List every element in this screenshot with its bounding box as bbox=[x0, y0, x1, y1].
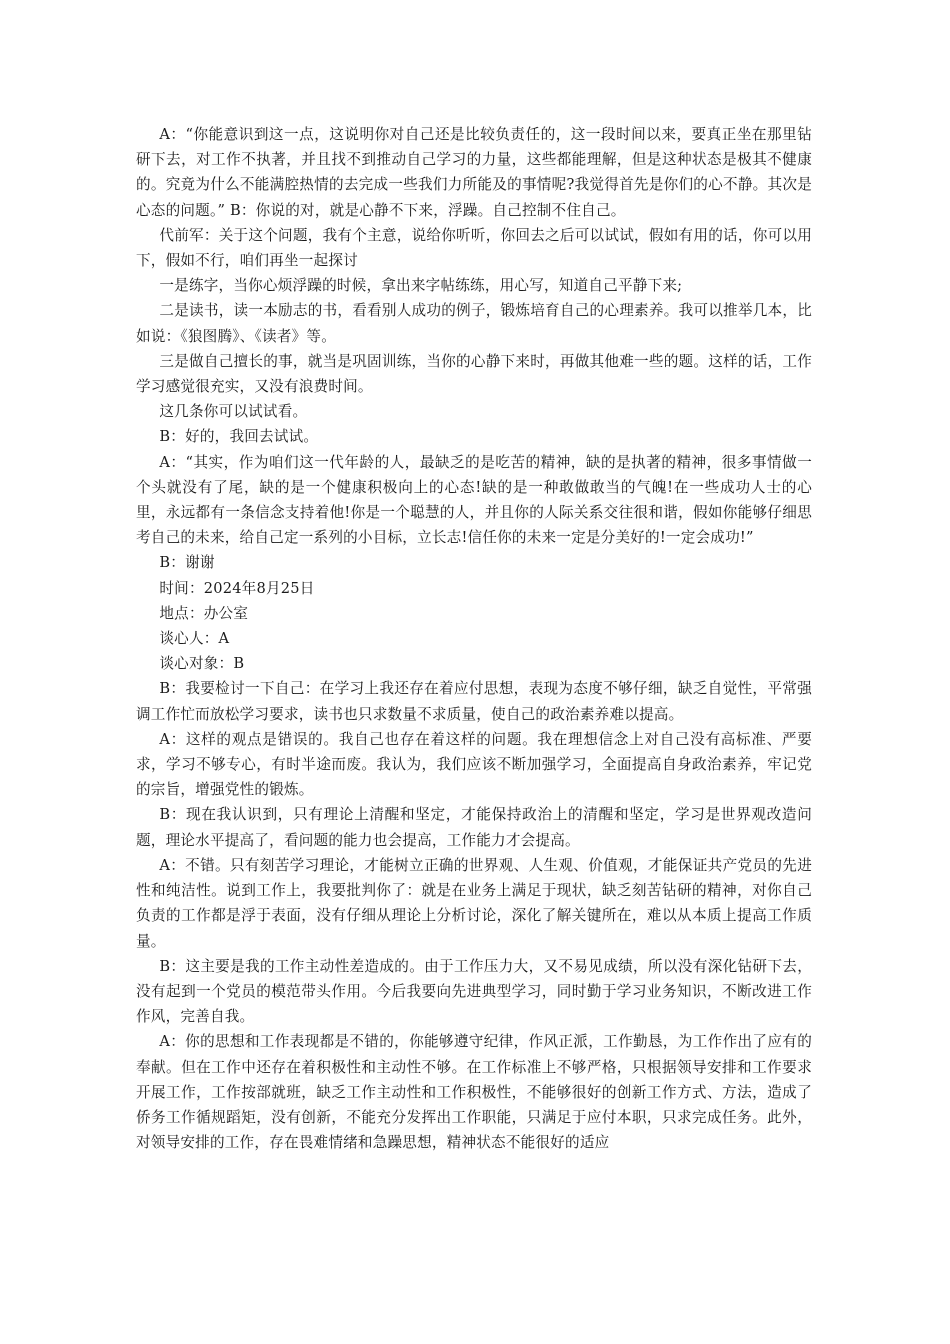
paragraph-point-two: 二是读书，读一本励志的书，看看别人成功的例子，锻炼培育自己的心理素养。我可以推举几本，比如说：《狼图腾》、《读者》等。 bbox=[136, 302, 812, 345]
paragraph-b-improvement: B：这主要是我的工作主动性差造成的。由于工作压力大，又不易见成绩，所以没有深化钻研下去，没有起到一个党员的模范带头作用。今后我要向先进典型学习，同时勤于学习业务知识，不断改进工作作风，完善自我。 bbox=[136, 957, 812, 1026]
meeting-subject: 谈心对象：B bbox=[159, 655, 245, 673]
paragraph-b-thanks: B：谢谢 bbox=[159, 554, 215, 572]
meeting-time: 时间：2024年8月25日 bbox=[159, 579, 315, 597]
paragraph-b-agree: B：好的，我回去试试。 bbox=[159, 428, 319, 446]
paragraph-dai-qianjun-suggestion: 代前军：关于这个问题，我有个主意，说给你听听，你回去之后可以试试，假如有用的话，你可以用下，假如不行，咱们再坐一起探讨 bbox=[136, 226, 812, 270]
meeting-location: 地点：办公室 bbox=[159, 604, 249, 622]
paragraph-a-critique: A：不错。只有刻苦学习理论，才能树立正确的世界观、人生观、价值观，才能保证共产党员的先进性和纯洁性。说到工作上，我要批判你了：就是在业务上满足于现状，缺乏刻苦钻研的精神，对你自己负责的工作都是浮于表面，没有仔细从理论上分析讨论，深化了解关键所在，难以从本质上提高工作质量。 bbox=[136, 856, 812, 950]
meeting-talker: 谈心人：A bbox=[159, 630, 230, 648]
paragraph-try-these: 这几条你可以试试看。 bbox=[159, 403, 308, 421]
paragraph-point-one: 一是练字，当你心烦浮躁的时候，拿出来字帖练练，用心写，知道自己平静下来; bbox=[159, 277, 683, 295]
document-body bbox=[136, 122, 812, 1155]
paragraph-a-opening: A：“你能意识到这一点，这说明你对自己还是比较负责任的，这一段时间以来，要真正坐在那里钻研下去，对工作不执著，并且找不到推动自己学习的力量，这些都能理解，但是这种状态是极其不健康的。究竟为什么不能满腔热情的去完成一些我们力所能及的事情呢?我觉得首先是你们的心不静。其次是心态的问题。” B：你说的对，就是心静不下来，浮躁。自己控制不住自己。 bbox=[136, 126, 812, 219]
paragraph-a-encouragement: A：“其实，作为咱们这一代年龄的人，最缺乏的是吃苦的精神，缺的是执著的精神，很多事情做一个头就没有了尾，缺的是一个健康积极向上的心态!缺的是一种敢做敢当的气魄!在一些成功人士的心里，永远都有一条信念支持着他!你是一个聪慧的人，并且你的人际关系交往很和谐，假如你能够仔细思考自己的未来，给自己定一系列的小目标，立长志!信任你的未来一定是分美好的!一定会成功!” bbox=[136, 453, 812, 547]
paragraph-b-realization: B：现在我认识到，只有理论上清醒和坚定，才能保持政治上的清醒和坚定，学习是世界观改造问题，理论水平提高了，看问题的能力也会提高，工作能力才会提高。 bbox=[136, 806, 812, 849]
paragraph-b-self-review: B：我要检讨一下自己：在学习上我还存在着应付思想，表现为态度不够仔细，缺乏自觉性，平常强调工作忙而放松学习要求，读书也只求数量不求质量，使自己的政治素养难以提高。 bbox=[136, 680, 812, 723]
paragraph-a-response: A：这样的观点是错误的。我自己也存在着这样的问题。我在理想信念上对自己没有高标准、严要求，学习不够专心，有时半途而废。我认为，我们应该不断加强学习，全面提高自身政治素养，牢记党的宗旨，增强党性的锻炼。 bbox=[136, 730, 812, 799]
paragraph-point-three: 三是做自己擅长的事，就当是巩固训练，当你的心静下来时，再做其他难一些的题。这样的话，工作学习感觉很充实，又没有浪费时间。 bbox=[136, 352, 812, 396]
paragraph-a-evaluation: A：你的思想和工作表现都是不错的，你能够遵守纪律，作风正派，工作勤恳，为工作作出了应有的奉献。但在工作中还存在着积极性和主动性不够。在工作标准上不够严格，只根据领导安排和工作要求开展工作，工作按部就班，缺乏工作主动性和工作积极性，不能够很好的创新工作方式、方法，造成了侨务工作循规蹈矩，没有创新，不能充分发挥出工作职能，只满足于应付本职，只求完成任务。此外，对领导安排的工作，存在畏难情绪和急躁思想，精神状态不能很好的适应 bbox=[136, 1033, 812, 1152]
